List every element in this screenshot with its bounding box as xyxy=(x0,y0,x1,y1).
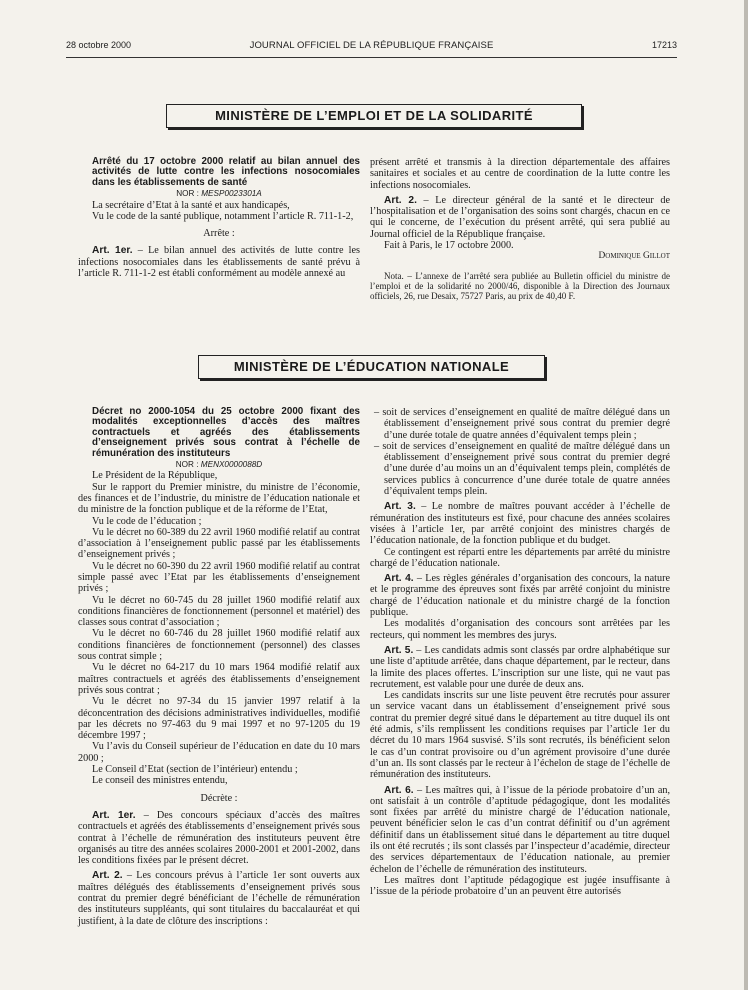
ministry-banner-education: MINISTÈRE DE L’ÉDUCATION NATIONALE xyxy=(198,355,545,379)
paragraph: La secrétaire d’Etat à la santé et aux handicapés, xyxy=(92,199,290,211)
article-label: Art. 1er. xyxy=(92,245,133,257)
paragraph: Vu l’avis du Conseil supérieur de l’éducation en date du 10 mars 2000 ; xyxy=(78,741,360,764)
article-label: Art. 5. xyxy=(384,644,414,656)
paragraph: Vu le décret no 60-390 du 22 avril 1960 modifié relatif au contrat simple passé avec l’Etat par les établissements d’enseignement privés ; xyxy=(78,560,360,595)
paragraph: Les candidats inscrits sur une liste peuvent être recrutés pour assurer un service vacant dans un établissement d’enseignement privé sous contrat du premier degré situé dans le département au titre duquel ils ont été admis, s’ils remplissent les conditions requises par l’article 1er du décret du 10 mars 1964 susvisé. S’ils sont recrutés, ils bénéficient selon le cas d’un contrat provisoire ou d’un agrément provisoire d’une durée d’un an. Ils sont classés par le recteur à l’échelon de stage de l’échelle de rémunération des instituteurs. xyxy=(370,690,670,781)
nor-code: MENX0000088D xyxy=(200,460,263,470)
signature: Dominique Gillot xyxy=(598,251,670,262)
article-paragraph xyxy=(370,501,670,546)
paragraph: Vu le décret no 64-217 du 10 mars 1964 modifié relatif aux maîtres contractuels et agréés des établissements d’enseignement privés sous contrat ; xyxy=(78,662,360,696)
paragraph: Vu le décret no 97-34 du 15 janvier 1997 relatif à la déconcentration des décisions administratives individuelles, modifié par les décrets no 97-463 du 9 mai 1997 et no 97-1205 du 19 décembre 1997 ; xyxy=(78,696,360,742)
article-label: Art. 4. xyxy=(384,573,414,585)
article-text: – Les concours prévus à l’article 1er sont ouverts aux maîtres délégués des établissements d’enseignement privés sous contrat du premier degré bénéficiant de l’échelle de rémunération des instituteurs suppléants, qui sont titulaires du baccalauréat et qui justifient, à la date de clôture des inscriptions : xyxy=(78,870,361,927)
article-label: Art. 1er. xyxy=(92,809,136,821)
article-paragraph xyxy=(78,870,360,926)
article-paragraph xyxy=(370,195,670,240)
article-paragraph xyxy=(370,573,670,618)
decree-title: Décret no 2000-1054 du 25 octobre 2000 fixant des modalités exceptionnelles d’accès des maîtres contractuels et agréés des établissements d’enseignement privés sous contrat à l’échelle de rémunération des instituteurs xyxy=(92,406,360,459)
decision-formula: Arrête : xyxy=(203,228,235,240)
article-paragraph xyxy=(370,645,670,690)
paragraph: Fait à Paris, le 17 octobre 2000. xyxy=(384,240,514,252)
article-paragraph xyxy=(370,785,670,875)
decret-column-right xyxy=(370,407,670,897)
article-paragraph xyxy=(78,245,360,279)
article-label: Art. 6. xyxy=(384,784,414,796)
paragraph: Ce contingent est réparti entre les départements par arrêté du ministre chargé de l’éducation nationale. xyxy=(370,546,670,569)
journal-title: JOURNAL OFFICIEL DE LA RÉPUBLIQUE FRANÇAISE xyxy=(249,40,494,51)
ministry-banner-emploi: MINISTÈRE DE L’EMPLOI ET DE LA SOLIDARITÉ xyxy=(166,104,582,128)
paragraph: Le Président de la République, xyxy=(92,470,218,482)
article-text: – Le nombre de maîtres pouvant accéder à l’échelle de rémunération des instituteurs est fixé, pour chacune des années scolaires visées à l’article 1er, par arrêté conjoint des ministres chargés de l’éducation nationale, de la fonction publique et du budget. xyxy=(370,501,670,547)
paragraph: Vu le décret no 60-745 du 28 juillet 1960 modifié relatif aux conditions financières de fonctionnement (personnel et matériel) des classes sous contrat d’association ; xyxy=(78,594,360,629)
paragraph: Les maîtres dont l’aptitude pédagogique est jugée insuffisante à l’issue de la période probatoire d’un an peuvent être autorisés xyxy=(370,874,670,898)
decision-formula: Décrète : xyxy=(200,792,238,804)
article-text: – Le bilan annuel des activités de lutte contre les infections nosocomiales dans les établissements de santé prévu à l’article R. 711-1-2 est établi conformément au modèle annexé au xyxy=(78,245,360,279)
paragraph: Le conseil des ministres entendu, xyxy=(92,775,228,787)
article-label: Art. 3. xyxy=(384,501,416,513)
page-number: 17213 xyxy=(651,40,677,50)
header-rule xyxy=(66,57,677,58)
arrete-column-right xyxy=(370,157,670,301)
nota-note: Nota. – L’annexe de l’arrêté sera publiée au Bulletin officiel du ministre de l’emploi et de la solidarité no 2000/46, disponible à la Direction des Journaux officiels, 26, rue Desaix, 75727 Paris, au prix de 40,40 F. xyxy=(370,270,670,301)
article-text: – Des concours spéciaux d’accès des maîtres contractuels et agréés des établissements d’enseignement privés sous contrat à l’échelle de rémunération des instituteurs peuvent être organisés au titre des années scolaires 2000-2001 et 2001-2002, dans les conditions fixées par le présent décret. xyxy=(78,809,360,867)
article-text: – Le directeur général de la santé et le directeur de l’hospitalisation et de l’organisation des soins sont chargés, chacun en ce qui le concerne, de l’exécution du présent arrêté, qui sera publié au Journal officiel de la République française. xyxy=(370,194,670,240)
article-text: – Les candidats admis sont classés par ordre alphabétique sur une liste d’aptitude arrêtée, dans chaque département, par le recteur, dans la limite des places offertes. L’inscription sur une liste, qui ne vaut pas recrutement, est valable pour une durée de deux ans. xyxy=(370,644,670,690)
article-text: – Les règles générales d’organisation des concours, la nature et le programme des épreuves sont fixés par arrêté conjoint du ministre chargé de l’éducation nationale et du ministre chargé de la fonction publique. xyxy=(370,573,671,619)
article-label: Art. 2. xyxy=(384,194,417,206)
nor-code: MESP0023301A xyxy=(201,189,262,199)
article-text: – Les maîtres qui, à l’issue de la période probatoire d’un an, ont satisfait à un contrôle d’aptitude pédagogique, dont les modalités sont fixées par arrêté du ministre chargé de l’éducation nationale, peuvent bénéficier selon le cas d’un contrat définitif ou d’un agrément définitif dans un établissement situé dans le département au titre duquel ils ont été recrutés ; ils sont classés par l’inspecteur d’académie, directeur des services départementaux de l’éducation nationale, au premier échelon de l’échelle de rémunération des instituteurs. xyxy=(370,784,670,875)
list-item: – soit de services d’enseignement en qualité de maître délégué dans un établissement d’enseignement privé sous contrat du premier degré d’une durée totale de quatre années d’équivalent temps plein ; xyxy=(374,407,670,441)
article-label: Art. 2. xyxy=(92,870,123,882)
arrete-column-left xyxy=(78,157,360,279)
paragraph: présent arrêté et transmis à la direction départementale des affaires sanitaires et sociales et au centre de coordination de la lutte contre les infections nosocomiales. xyxy=(370,157,670,191)
paragraph: Vu le code de la santé publique, notamment l’article R. 711-1-2, xyxy=(92,210,354,222)
paragraph: Le Conseil d’Etat (section de l’intérieur) entendu ; xyxy=(92,764,298,776)
article-paragraph xyxy=(78,810,360,866)
decree-title: Arrêté du 17 octobre 2000 relatif au bilan annuel des activités de lutte contre les infections nosocomiales dans les établissements de santé xyxy=(92,156,360,188)
nor-reference xyxy=(78,459,360,470)
decret-column-left xyxy=(78,407,360,927)
paragraph: Vu le code de l’éducation ; xyxy=(92,515,202,527)
issue-date: 28 octobre 2000 xyxy=(66,40,132,50)
paragraph: Les modalités d’organisation des concours sont arrêtées par les recteurs, qui nomment les membres des jurys. xyxy=(370,618,670,641)
nor-reference xyxy=(78,188,360,199)
scan-edge xyxy=(744,0,748,990)
list-item: – soit de services d’enseignement en qualité de maître délégué dans un établissement d’enseignement privé sous contrat du premier degré d’une durée d’au moins un an d’équivalent temps plein, complétés de services publics à concurrence d’une durée totale de quatre années d’équivalent temps plein. xyxy=(374,440,670,498)
condition-list xyxy=(370,407,670,497)
paragraph: Sur le rapport du Premier ministre, du ministre de l’économie, des finances et de l’industrie, du ministre de l’éducation nationale et du ministre de la fonction publique et de la réforme de l’Etat, xyxy=(78,481,360,516)
nor-label: NOR : xyxy=(176,189,202,199)
nor-label: NOR : xyxy=(175,460,201,470)
paragraph: Vu le décret no 60-389 du 22 avril 1960 modifié relatif au contrat d’association à l’enseignement public passé par les établissements d’enseignement privés ; xyxy=(78,526,360,561)
paragraph: Vu le décret no 60-746 du 28 juillet 1960 modifié relatif aux conditions financières de fonctionnement (personnel) des classes sous contrat simple ; xyxy=(78,628,360,663)
